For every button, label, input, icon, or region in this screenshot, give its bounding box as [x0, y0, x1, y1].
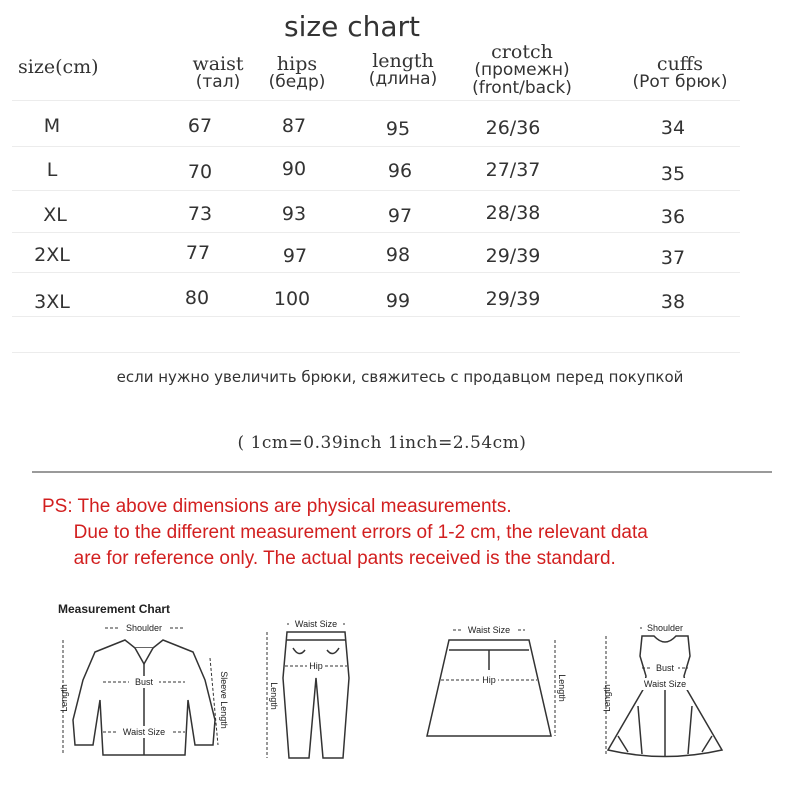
length-label: Length	[59, 684, 69, 712]
measurement-chart-title: Measurement Chart	[58, 602, 171, 616]
header-size: size(cm)	[18, 56, 99, 78]
size-note: если нужно увеличить брюки, свяжитесь с продавцом перед покупкой	[116, 368, 684, 386]
header-crotch-sub2: (front/back)	[472, 78, 572, 98]
row-divider	[12, 100, 740, 101]
length-label: Length	[557, 674, 567, 702]
row-divider	[12, 232, 740, 233]
cell-waist: 77	[185, 242, 211, 264]
cell-size: 2XL	[34, 244, 70, 266]
row-divider	[12, 352, 740, 353]
cell-hips: 87	[281, 115, 307, 137]
cell-crotch: 27/37	[485, 159, 541, 181]
unit-conversion: ( 1cm=0.39inch 1inch=2.54cm)	[237, 433, 527, 453]
header-length-sub: (длина)	[368, 69, 438, 89]
bust-label: Bust	[134, 677, 154, 687]
hip-label: Hip	[309, 661, 323, 671]
hip-label: Hip	[482, 675, 496, 685]
cell-cuffs: 35	[660, 163, 686, 185]
header-length-label: length	[372, 50, 434, 72]
cell-crotch: 28/38	[485, 202, 541, 224]
shoulder-label: Shoulder	[646, 623, 684, 633]
row-divider	[12, 146, 740, 147]
cell-length: 99	[385, 290, 411, 312]
cell-waist: 73	[187, 203, 213, 225]
waist-label: Waist Size	[294, 619, 338, 629]
cell-waist: 80	[184, 287, 210, 309]
pants-measurement-figure	[255, 618, 365, 763]
cell-cuffs: 37	[660, 247, 686, 269]
cell-cuffs: 38	[660, 291, 686, 313]
header-cuffs	[620, 55, 740, 91]
cell-crotch: 29/39	[485, 245, 541, 267]
section-divider	[32, 471, 772, 473]
header-cuffs-label: cuffs	[656, 53, 704, 75]
cell-hips: 97	[282, 245, 308, 267]
waist-label: Waist Size	[122, 727, 166, 737]
header-hips-label: hips	[276, 53, 318, 75]
cell-crotch: 26/36	[485, 117, 541, 139]
header-hips	[262, 55, 332, 91]
header-waist-sub: (тал)	[195, 72, 241, 92]
cell-length: 95	[385, 118, 411, 140]
header-crotch-label: crotch	[491, 41, 553, 63]
waist-label: Waist Size	[467, 625, 511, 635]
dress-measurement-figure	[598, 618, 733, 763]
cell-cuffs: 34	[660, 117, 686, 139]
cell-length: 97	[387, 205, 413, 227]
row-divider	[12, 190, 740, 191]
ps-line: PS: The above dimensions are physical measurements.	[42, 496, 512, 517]
cell-cuffs: 36	[660, 206, 686, 228]
header-waist	[178, 55, 258, 91]
bust-label: Bust	[655, 663, 675, 673]
skirt-measurement-figure	[425, 618, 570, 763]
cell-size: L	[46, 159, 58, 181]
cell-waist: 70	[187, 161, 213, 183]
ps-line: are for reference only. The actual pants received is the standard.	[42, 548, 616, 569]
header-waist-label: waist	[192, 53, 244, 75]
shirt-measurement-figure	[55, 620, 235, 760]
cell-crotch: 29/39	[485, 288, 541, 310]
header-crotch	[462, 43, 582, 97]
row-divider	[12, 316, 740, 317]
row-divider	[12, 272, 740, 273]
page-title: size chart	[284, 10, 420, 43]
cell-length: 98	[385, 244, 411, 266]
ps-line: Due to the different measurement errors of 1-2 cm, the relevant data	[42, 522, 648, 543]
cell-waist: 67	[187, 115, 213, 137]
header-hips-sub: (бедр)	[268, 72, 326, 92]
cell-length: 96	[387, 160, 413, 182]
header-cuffs-sub: (Рот брюк)	[632, 72, 728, 92]
waist-label: Waist Size	[643, 679, 687, 689]
header-crotch-sub: (промежн)	[474, 60, 570, 80]
cell-hips: 93	[281, 203, 307, 225]
pants-outline	[283, 632, 349, 758]
header-length	[358, 52, 448, 88]
ps-notice	[42, 494, 648, 572]
sleeve-label: Sleeve Length	[219, 671, 229, 729]
cell-size: M	[43, 115, 61, 137]
cell-hips: 100	[273, 288, 311, 310]
length-label: Length	[269, 682, 279, 710]
cell-size: 3XL	[34, 291, 70, 313]
length-label: Length	[602, 684, 612, 712]
cell-hips: 90	[281, 158, 307, 180]
shoulder-label: Shoulder	[125, 623, 163, 633]
cell-size: XL	[43, 204, 67, 226]
